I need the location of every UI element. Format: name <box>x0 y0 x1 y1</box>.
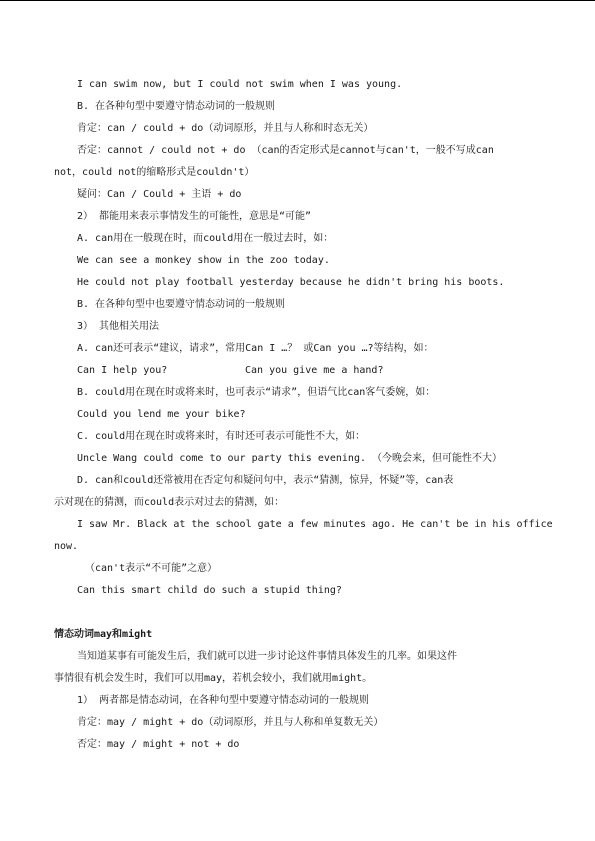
rule-line: A. can用在一般现在时，而could用在一般过去时，如： <box>77 233 334 244</box>
rule-line: B. could用在现在时或将来时，也可表示“请求”，但语气比can客气委婉，如： <box>77 387 436 398</box>
rule-line: not，could not的缩略形式是couldn't） <box>54 167 255 178</box>
rule-line: 疑问：Can / Could + 主语 + do <box>77 189 242 200</box>
rule-line: 肯定：can / could + do（动词原形，并且与人称和时态无关） <box>77 123 374 134</box>
example-line: now. <box>54 541 79 552</box>
rule-line: 否定：cannot / could not + do （can的否定形式是cannot与can't，一般不写成can <box>77 145 494 156</box>
rule-line: D. can和could还常被用在否定句和疑问句中，表示“猜测，惊异，怀疑”等，can表 <box>77 475 454 486</box>
rule-line: 否定：may / might + not + do <box>77 739 240 750</box>
example-line: Uncle Wang could come to our party this evening. （今晚会来，但可能性不大） <box>77 453 503 464</box>
page-top-rule <box>0 0 595 1</box>
example-line: Could you lend me your bike? <box>77 409 246 420</box>
rule-line: A. can还可表示“建议，请求”，常用Can I …？ 或Can you …?等结构，如： <box>77 343 434 354</box>
example-line: Can this smart child do such a stupid thing? <box>77 585 342 596</box>
point-line: 1） 两者都是情态动词，在各种句型中要遵守情态动词的一般规则 <box>77 695 370 706</box>
example-line: I can swim now, but I could not swim when I was young. <box>77 79 403 90</box>
paragraph-line: 事情很有机会发生时，我们可以用may，若机会较小，我们就用might。 <box>54 673 373 684</box>
section-heading: 情态动词may和might <box>54 629 153 640</box>
rule-line: B. 在各种句型中要遵守情态动词的一般规则 <box>77 101 276 112</box>
rule-line: C. could用在现在时或将来时，有时还可表示可能性不大，如： <box>77 431 366 442</box>
example-line: We can see a monkey show in the zoo today. <box>77 255 330 266</box>
example-line: I saw Mr. Black at the school gate a few minutes ago. He can't be in his office <box>77 519 553 530</box>
point-line: 3） 其他相关用法 <box>77 321 160 332</box>
paragraph-line: 当知道某事有可能发生后，我们就可以进一步讨论这件事情具体发生的几率。如果这件 <box>77 651 457 662</box>
rule-line: B. 在各种句型中也要遵守情态动词的一般规则 <box>77 299 286 310</box>
example-line: Can I help you? <box>77 365 168 376</box>
point-line: 2） 都能用来表示事情发生的可能性，意思是“可能” <box>77 211 312 222</box>
example-line: Can you give me a hand? <box>245 365 384 376</box>
rule-line: 肯定：may / might + do（动词原形，并且与人称和单复数无关） <box>77 717 384 728</box>
note-line: （can't表示“不可能”之意） <box>85 563 218 574</box>
example-line: He could not play football yesterday because he didn't bring his boots. <box>77 277 505 288</box>
rule-line: 示对现在的猜测，而could表示对过去的猜测，如： <box>54 497 285 508</box>
